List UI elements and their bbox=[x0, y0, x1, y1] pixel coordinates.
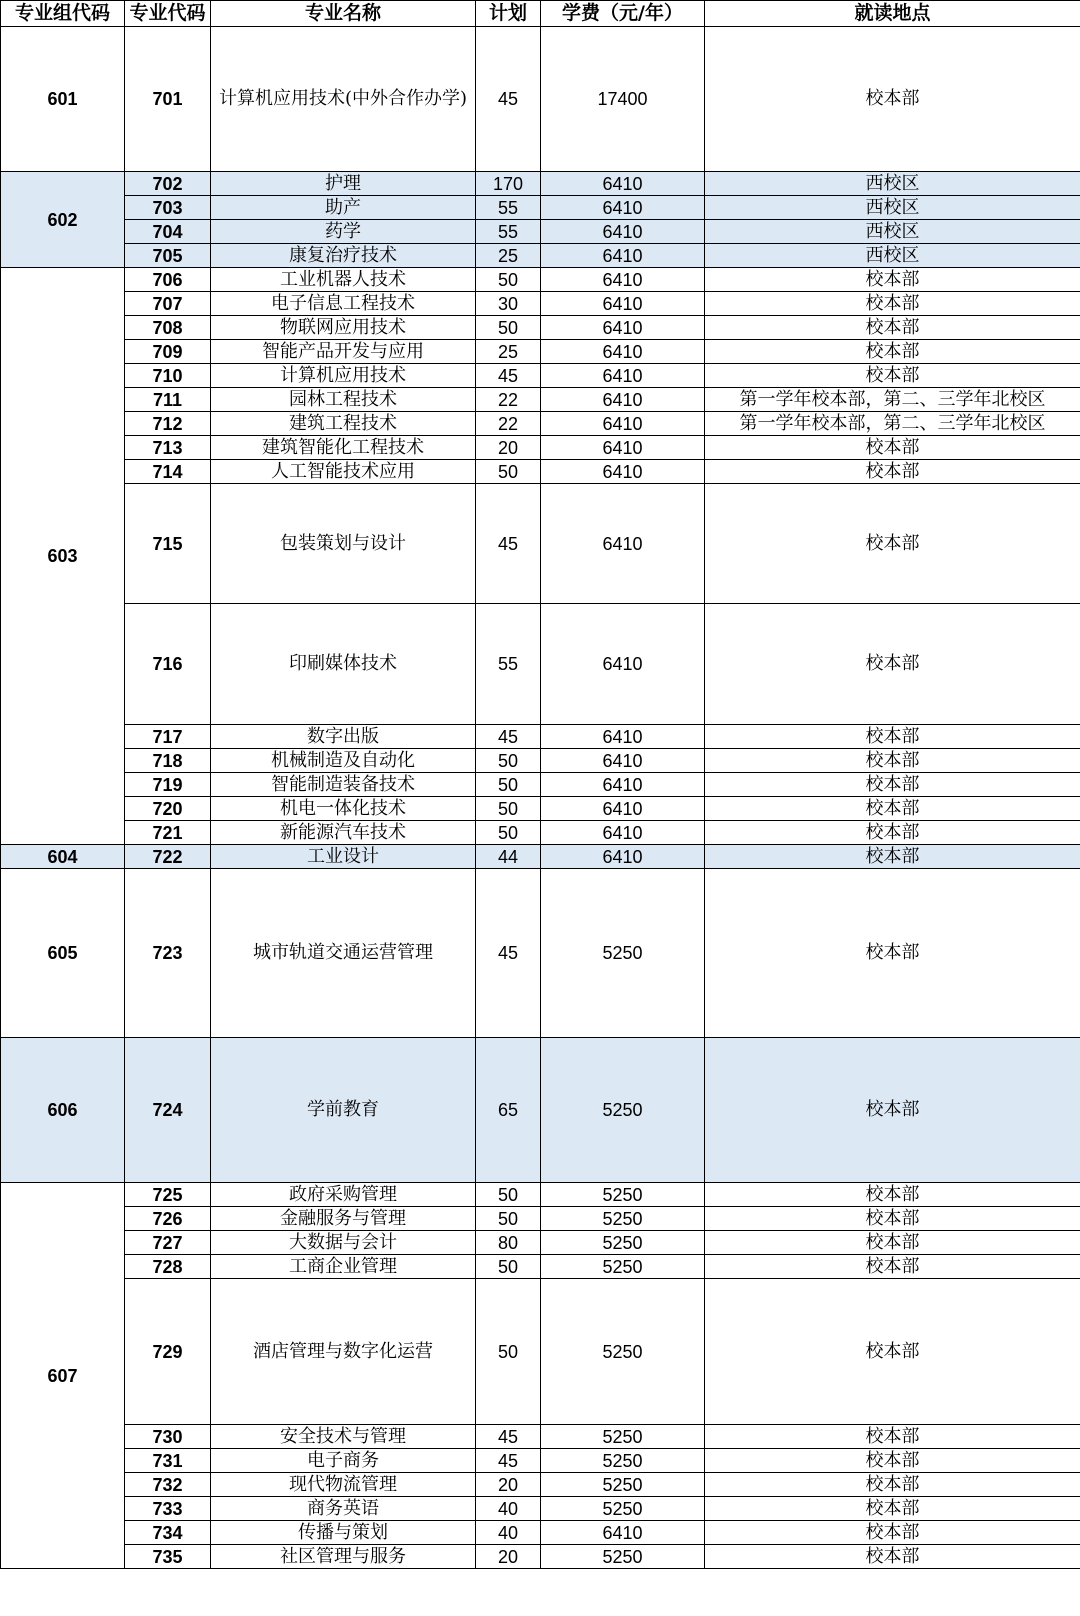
plan-cell: 65 bbox=[476, 1038, 541, 1183]
major-code-cell: 703 bbox=[125, 196, 211, 220]
plan-cell: 22 bbox=[476, 388, 541, 412]
major-name-cell: 学前教育 bbox=[211, 1038, 476, 1183]
tuition-cell: 6410 bbox=[541, 797, 705, 821]
major-code-cell: 735 bbox=[125, 1545, 211, 1569]
major-name-cell: 智能制造装备技术 bbox=[211, 773, 476, 797]
table-row bbox=[1, 1497, 1080, 1521]
location-cell: 校本部 bbox=[705, 1425, 1080, 1449]
location-cell: 校本部 bbox=[705, 1521, 1080, 1545]
plan-cell: 45 bbox=[476, 869, 541, 1038]
major-name-cell: 药学 bbox=[211, 220, 476, 244]
plan-cell: 40 bbox=[476, 1521, 541, 1545]
major-code-cell: 724 bbox=[125, 1038, 211, 1183]
location-cell: 校本部 bbox=[705, 773, 1080, 797]
table-row bbox=[1, 1473, 1080, 1497]
group-code-cell: 606 bbox=[1, 1038, 125, 1183]
tuition-cell: 5250 bbox=[541, 869, 705, 1038]
tuition-cell: 6410 bbox=[541, 412, 705, 436]
major-code-cell: 725 bbox=[125, 1183, 211, 1207]
major-name-cell: 工业机器人技术 bbox=[211, 268, 476, 292]
table-row bbox=[1, 292, 1080, 316]
major-name-cell: 金融服务与管理 bbox=[211, 1207, 476, 1231]
major-code-cell: 710 bbox=[125, 364, 211, 388]
plan-cell: 30 bbox=[476, 292, 541, 316]
major-code-cell: 713 bbox=[125, 436, 211, 460]
plan-cell: 55 bbox=[476, 196, 541, 220]
major-code-cell: 726 bbox=[125, 1207, 211, 1231]
major-code-cell: 706 bbox=[125, 268, 211, 292]
plan-cell: 55 bbox=[476, 220, 541, 244]
location-cell: 西校区 bbox=[705, 244, 1080, 268]
tuition-cell: 6410 bbox=[541, 388, 705, 412]
header-major-code: 专业代码 bbox=[125, 1, 211, 27]
table-row bbox=[1, 1207, 1080, 1231]
major-name-cell: 工商企业管理 bbox=[211, 1255, 476, 1279]
tuition-cell: 6410 bbox=[541, 340, 705, 364]
table-row bbox=[1, 484, 1080, 604]
major-name-cell: 康复治疗技术 bbox=[211, 244, 476, 268]
table-row bbox=[1, 821, 1080, 845]
major-name-cell: 建筑智能化工程技术 bbox=[211, 436, 476, 460]
location-cell: 校本部 bbox=[705, 340, 1080, 364]
tuition-cell: 6410 bbox=[541, 484, 705, 604]
plan-cell: 50 bbox=[476, 1255, 541, 1279]
tuition-cell: 5250 bbox=[541, 1255, 705, 1279]
location-cell: 校本部 bbox=[705, 1231, 1080, 1255]
group-code-cell: 604 bbox=[1, 845, 125, 869]
tuition-cell: 5250 bbox=[541, 1425, 705, 1449]
location-cell: 校本部 bbox=[705, 1449, 1080, 1473]
location-cell: 校本部 bbox=[705, 484, 1080, 604]
major-code-cell: 719 bbox=[125, 773, 211, 797]
tuition-cell: 6410 bbox=[541, 436, 705, 460]
major-name-cell: 新能源汽车技术 bbox=[211, 821, 476, 845]
table-row bbox=[1, 604, 1080, 725]
tuition-cell: 5250 bbox=[541, 1183, 705, 1207]
plan-cell: 44 bbox=[476, 845, 541, 869]
tuition-cell: 6410 bbox=[541, 292, 705, 316]
tuition-cell: 5250 bbox=[541, 1038, 705, 1183]
header-group-code: 专业组代码 bbox=[1, 1, 125, 27]
table-row bbox=[1, 316, 1080, 340]
tuition-cell: 6410 bbox=[541, 773, 705, 797]
location-cell: 西校区 bbox=[705, 172, 1080, 196]
table-row bbox=[1, 1425, 1080, 1449]
major-code-cell: 702 bbox=[125, 172, 211, 196]
major-name-cell: 政府采购管理 bbox=[211, 1183, 476, 1207]
table-body bbox=[1, 27, 1080, 1569]
location-cell: 校本部 bbox=[705, 1183, 1080, 1207]
location-cell: 第一学年校本部，第二、三学年北校区 bbox=[705, 388, 1080, 412]
major-name-cell: 建筑工程技术 bbox=[211, 412, 476, 436]
location-cell: 校本部 bbox=[705, 749, 1080, 773]
table-row bbox=[1, 1255, 1080, 1279]
tuition-cell: 5250 bbox=[541, 1545, 705, 1569]
tuition-cell: 6410 bbox=[541, 821, 705, 845]
table-row bbox=[1, 1449, 1080, 1473]
location-cell: 校本部 bbox=[705, 460, 1080, 484]
header-major-name: 专业名称 bbox=[211, 1, 476, 27]
tuition-cell: 6410 bbox=[541, 172, 705, 196]
header-plan: 计划 bbox=[476, 1, 541, 27]
major-code-cell: 722 bbox=[125, 845, 211, 869]
location-cell: 校本部 bbox=[705, 292, 1080, 316]
location-cell: 西校区 bbox=[705, 220, 1080, 244]
location-cell: 校本部 bbox=[705, 268, 1080, 292]
major-code-cell: 734 bbox=[125, 1521, 211, 1545]
table-row bbox=[1, 1545, 1080, 1569]
major-name-cell: 现代物流管理 bbox=[211, 1473, 476, 1497]
major-name-cell: 人工智能技术应用 bbox=[211, 460, 476, 484]
major-code-cell: 701 bbox=[125, 27, 211, 172]
table-row bbox=[1, 869, 1080, 1038]
group-code-cell: 605 bbox=[1, 869, 125, 1038]
location-cell: 校本部 bbox=[705, 869, 1080, 1038]
major-name-cell: 物联网应用技术 bbox=[211, 316, 476, 340]
table-row bbox=[1, 244, 1080, 268]
plan-cell: 50 bbox=[476, 1207, 541, 1231]
tuition-cell: 5250 bbox=[541, 1231, 705, 1255]
table-row bbox=[1, 773, 1080, 797]
plan-cell: 45 bbox=[476, 725, 541, 749]
location-cell: 校本部 bbox=[705, 1255, 1080, 1279]
plan-cell: 170 bbox=[476, 172, 541, 196]
tuition-cell: 6410 bbox=[541, 749, 705, 773]
major-name-cell: 电子商务 bbox=[211, 1449, 476, 1473]
table-row bbox=[1, 364, 1080, 388]
plan-cell: 55 bbox=[476, 604, 541, 725]
tuition-cell: 6410 bbox=[541, 196, 705, 220]
location-cell: 校本部 bbox=[705, 821, 1080, 845]
location-cell: 校本部 bbox=[705, 1279, 1080, 1425]
major-code-cell: 731 bbox=[125, 1449, 211, 1473]
group-code-cell: 607 bbox=[1, 1183, 125, 1569]
plan-cell: 20 bbox=[476, 436, 541, 460]
location-cell: 西校区 bbox=[705, 196, 1080, 220]
location-cell: 校本部 bbox=[705, 1207, 1080, 1231]
table-row bbox=[1, 749, 1080, 773]
location-cell: 校本部 bbox=[705, 1473, 1080, 1497]
group-code-cell: 603 bbox=[1, 268, 125, 845]
plan-cell: 50 bbox=[476, 1279, 541, 1425]
table-row bbox=[1, 340, 1080, 364]
major-code-cell: 715 bbox=[125, 484, 211, 604]
plan-cell: 50 bbox=[476, 1183, 541, 1207]
major-name-cell: 机械制造及自动化 bbox=[211, 749, 476, 773]
table-row bbox=[1, 196, 1080, 220]
major-name-cell: 城市轨道交通运营管理 bbox=[211, 869, 476, 1038]
tuition-cell: 17400 bbox=[541, 27, 705, 172]
major-name-cell: 计算机应用技术(中外合作办学) bbox=[211, 27, 476, 172]
major-code-cell: 709 bbox=[125, 340, 211, 364]
plan-cell: 20 bbox=[476, 1473, 541, 1497]
plan-cell: 45 bbox=[476, 27, 541, 172]
table-row bbox=[1, 172, 1080, 196]
plan-cell: 50 bbox=[476, 268, 541, 292]
location-cell: 校本部 bbox=[705, 1545, 1080, 1569]
table-row bbox=[1, 268, 1080, 292]
major-name-cell: 大数据与会计 bbox=[211, 1231, 476, 1255]
location-cell: 校本部 bbox=[705, 27, 1080, 172]
tuition-cell: 6410 bbox=[541, 460, 705, 484]
major-name-cell: 数字出版 bbox=[211, 725, 476, 749]
major-code-cell: 707 bbox=[125, 292, 211, 316]
plan-cell: 50 bbox=[476, 316, 541, 340]
table-row bbox=[1, 1038, 1080, 1183]
major-code-cell: 717 bbox=[125, 725, 211, 749]
major-code-cell: 727 bbox=[125, 1231, 211, 1255]
plan-cell: 50 bbox=[476, 749, 541, 773]
location-cell: 校本部 bbox=[705, 845, 1080, 869]
major-code-cell: 730 bbox=[125, 1425, 211, 1449]
table-row bbox=[1, 412, 1080, 436]
major-name-cell: 工业设计 bbox=[211, 845, 476, 869]
location-cell: 校本部 bbox=[705, 797, 1080, 821]
tuition-cell: 5250 bbox=[541, 1497, 705, 1521]
major-code-cell: 723 bbox=[125, 869, 211, 1038]
tuition-cell: 6410 bbox=[541, 1521, 705, 1545]
major-code-cell: 718 bbox=[125, 749, 211, 773]
major-name-cell: 护理 bbox=[211, 172, 476, 196]
major-code-cell: 708 bbox=[125, 316, 211, 340]
table-row bbox=[1, 1279, 1080, 1425]
location-cell: 校本部 bbox=[705, 604, 1080, 725]
table-row bbox=[1, 388, 1080, 412]
major-name-cell: 园林工程技术 bbox=[211, 388, 476, 412]
major-code-cell: 714 bbox=[125, 460, 211, 484]
major-name-cell: 助产 bbox=[211, 196, 476, 220]
major-code-cell: 716 bbox=[125, 604, 211, 725]
plan-cell: 50 bbox=[476, 773, 541, 797]
major-code-cell: 705 bbox=[125, 244, 211, 268]
major-name-cell: 商务英语 bbox=[211, 1497, 476, 1521]
tuition-cell: 5250 bbox=[541, 1449, 705, 1473]
plan-cell: 45 bbox=[476, 484, 541, 604]
plan-cell: 45 bbox=[476, 1425, 541, 1449]
group-code-cell: 601 bbox=[1, 27, 125, 172]
table-row bbox=[1, 436, 1080, 460]
plan-cell: 22 bbox=[476, 412, 541, 436]
plan-cell: 50 bbox=[476, 821, 541, 845]
location-cell: 校本部 bbox=[705, 725, 1080, 749]
location-cell: 校本部 bbox=[705, 364, 1080, 388]
table-row bbox=[1, 725, 1080, 749]
table-row bbox=[1, 797, 1080, 821]
major-name-cell: 计算机应用技术 bbox=[211, 364, 476, 388]
major-name-cell: 智能产品开发与应用 bbox=[211, 340, 476, 364]
tuition-cell: 5250 bbox=[541, 1279, 705, 1425]
tuition-cell: 5250 bbox=[541, 1473, 705, 1497]
table-row bbox=[1, 27, 1080, 172]
tuition-cell: 6410 bbox=[541, 725, 705, 749]
header-location: 就读地点 bbox=[705, 1, 1080, 27]
plan-cell: 40 bbox=[476, 1497, 541, 1521]
plan-cell: 50 bbox=[476, 797, 541, 821]
tuition-cell: 5250 bbox=[541, 1207, 705, 1231]
plan-cell: 20 bbox=[476, 1545, 541, 1569]
tuition-cell: 6410 bbox=[541, 268, 705, 292]
location-cell: 校本部 bbox=[705, 316, 1080, 340]
major-name-cell: 机电一体化技术 bbox=[211, 797, 476, 821]
major-name-cell: 社区管理与服务 bbox=[211, 1545, 476, 1569]
major-code-cell: 704 bbox=[125, 220, 211, 244]
major-name-cell: 包装策划与设计 bbox=[211, 484, 476, 604]
major-code-cell: 721 bbox=[125, 821, 211, 845]
major-code-cell: 720 bbox=[125, 797, 211, 821]
major-name-cell: 安全技术与管理 bbox=[211, 1425, 476, 1449]
tuition-cell: 6410 bbox=[541, 316, 705, 340]
major-name-cell: 印刷媒体技术 bbox=[211, 604, 476, 725]
plan-cell: 45 bbox=[476, 364, 541, 388]
header-row bbox=[1, 1, 1080, 27]
tuition-cell: 6410 bbox=[541, 244, 705, 268]
tuition-cell: 6410 bbox=[541, 845, 705, 869]
table-row bbox=[1, 1521, 1080, 1545]
location-cell: 第一学年校本部，第二、三学年北校区 bbox=[705, 412, 1080, 436]
plan-cell: 50 bbox=[476, 460, 541, 484]
plan-cell: 80 bbox=[476, 1231, 541, 1255]
tuition-cell: 6410 bbox=[541, 220, 705, 244]
tuition-cell: 6410 bbox=[541, 604, 705, 725]
major-code-cell: 732 bbox=[125, 1473, 211, 1497]
major-code-cell: 712 bbox=[125, 412, 211, 436]
table-row bbox=[1, 1183, 1080, 1207]
major-name-cell: 电子信息工程技术 bbox=[211, 292, 476, 316]
location-cell: 校本部 bbox=[705, 436, 1080, 460]
major-name-cell: 传播与策划 bbox=[211, 1521, 476, 1545]
location-cell: 校本部 bbox=[705, 1497, 1080, 1521]
major-code-cell: 728 bbox=[125, 1255, 211, 1279]
major-code-cell: 733 bbox=[125, 1497, 211, 1521]
tuition-cell: 6410 bbox=[541, 364, 705, 388]
header-tuition: 学费（元/年） bbox=[541, 1, 705, 27]
location-cell: 校本部 bbox=[705, 1038, 1080, 1183]
group-code-cell: 602 bbox=[1, 172, 125, 268]
major-name-cell: 酒店管理与数字化运营 bbox=[211, 1279, 476, 1425]
table-row bbox=[1, 1231, 1080, 1255]
table-row bbox=[1, 220, 1080, 244]
major-code-cell: 729 bbox=[125, 1279, 211, 1425]
table-row bbox=[1, 460, 1080, 484]
plan-cell: 45 bbox=[476, 1449, 541, 1473]
plan-cell: 25 bbox=[476, 244, 541, 268]
major-code-cell: 711 bbox=[125, 388, 211, 412]
table-row bbox=[1, 845, 1080, 869]
plan-cell: 25 bbox=[476, 340, 541, 364]
